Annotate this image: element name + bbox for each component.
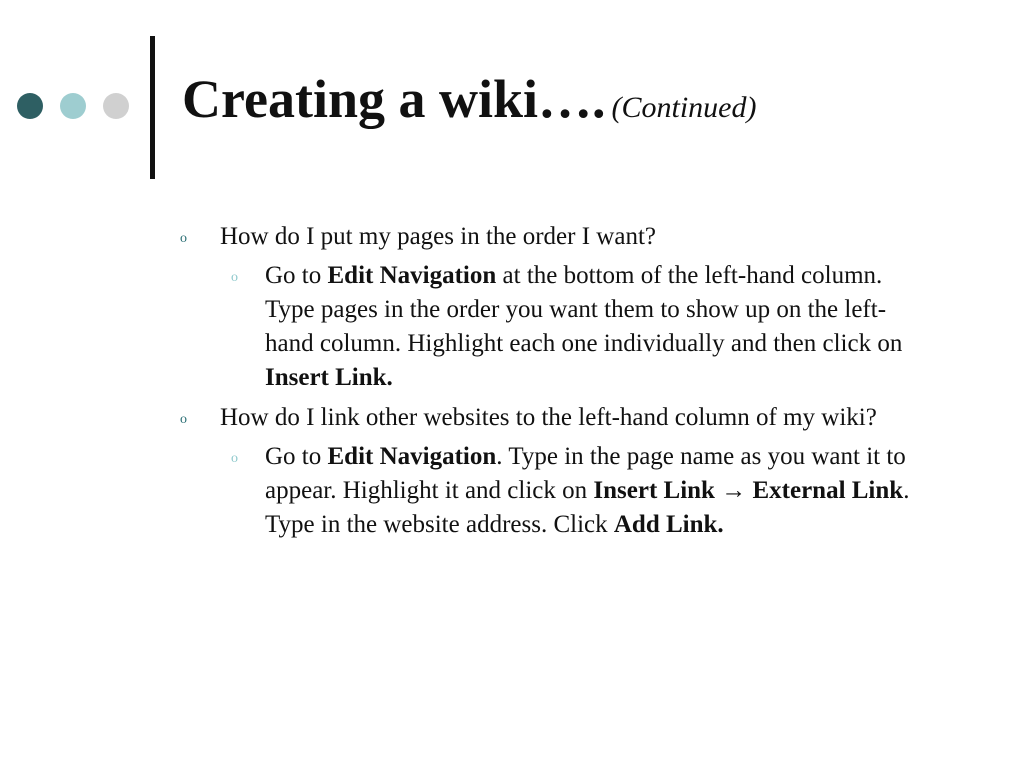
answer-2-bold-edit-navigation: Edit Navigation	[327, 443, 497, 470]
sub-bullet-icon: o	[231, 270, 238, 285]
question-2	[180, 401, 960, 435]
title-divider	[150, 36, 155, 179]
right-arrow-icon: →	[721, 477, 747, 504]
answer-1-text: Go to	[265, 262, 328, 289]
sub-bullet-icon: o	[231, 451, 238, 466]
answer-2-text-2: . Type in the page name as you want it to appear. Highlight it and click on	[265, 443, 906, 504]
answer-2-bold-add-link: Add Link.	[613, 511, 724, 538]
answer-2-text-3: . Type in the website address. Click	[265, 477, 910, 538]
question-1-text: How do I put my pages in the order I want?	[220, 223, 656, 250]
answer-1-text-2: at the bottom of the left-hand column. Type pages in the order you want them to show up on the left-hand column. Highlight each one individually and then click on	[265, 262, 903, 357]
question-1	[180, 220, 960, 254]
decorative-dot-gray	[103, 93, 129, 119]
title-main: Creating a wiki….	[182, 69, 606, 129]
answer-1-bold-edit-navigation: Edit Navigation	[327, 262, 497, 289]
answer-2-bold-external-link: External Link	[752, 477, 904, 504]
question-2-text: How do I link other websites to the left-hand column of my wiki?	[220, 404, 877, 431]
title-subtitle: (Continued)	[611, 91, 757, 124]
bullet-icon: o	[180, 231, 187, 246]
decorative-dot-dark	[17, 93, 43, 119]
decorative-dot-teal	[60, 93, 86, 119]
answer-1	[225, 259, 925, 395]
answer-2	[225, 440, 925, 542]
bullet-icon: o	[180, 412, 187, 427]
slide-title	[182, 69, 757, 129]
answer-2-bold-insert-link: Insert Link	[593, 477, 715, 504]
answer-2-text: Go to	[265, 443, 328, 470]
slide-content	[180, 220, 960, 548]
answer-1-bold-insert-link: Insert Link.	[265, 364, 393, 391]
